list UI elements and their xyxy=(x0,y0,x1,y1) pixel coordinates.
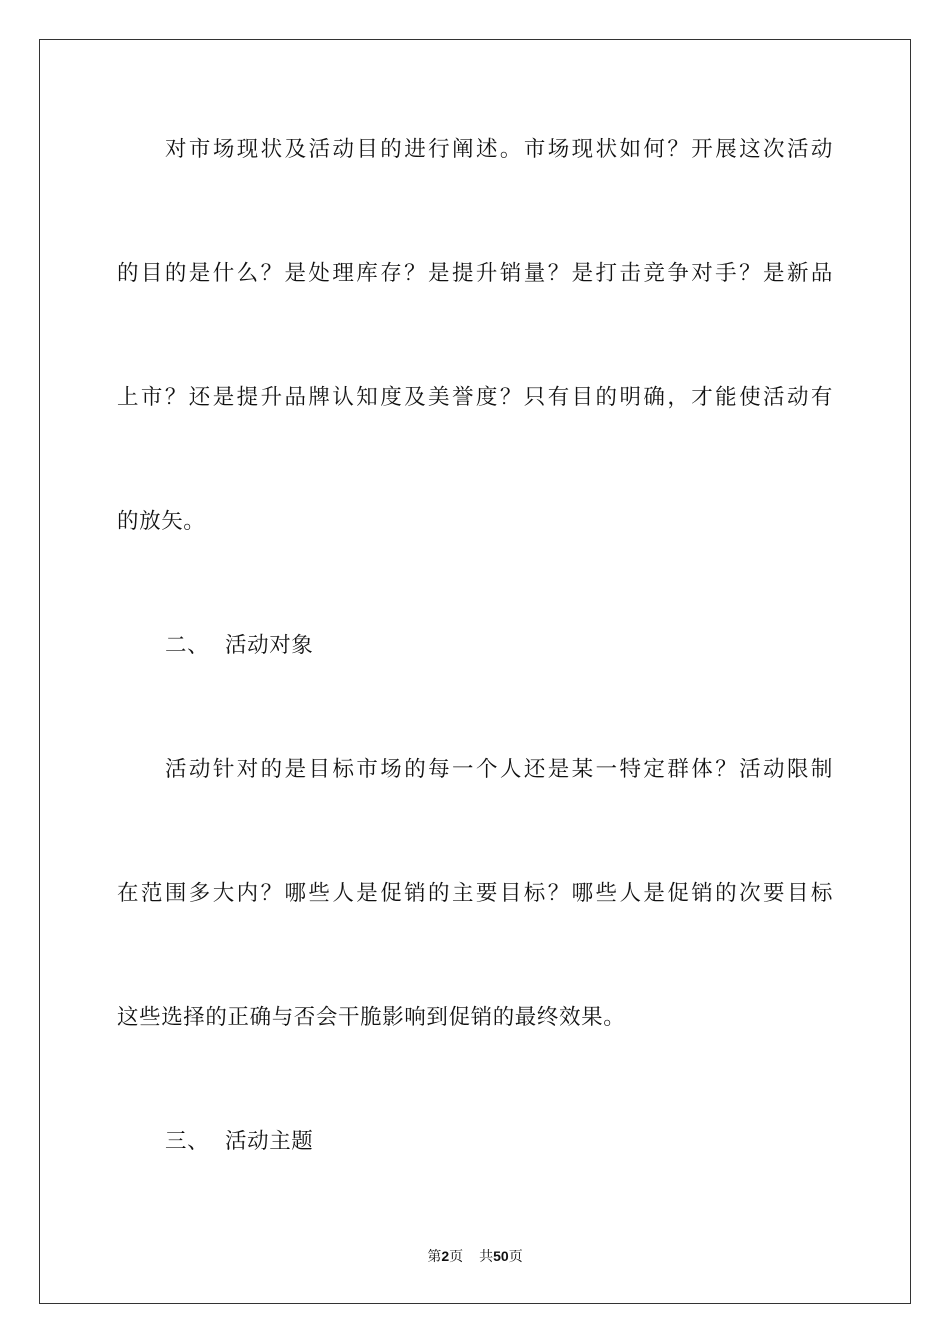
footer-total-prefix: 共 xyxy=(479,1249,494,1265)
paragraph-1-line-3: 上市？还是提升品牌认知度及美誉度？只有目的明确，才能使活动有 xyxy=(117,385,833,410)
page-frame xyxy=(39,39,911,1304)
paragraph-1-line-2: 的目的是什么？是处理库存？是提升销量？是打击竞争对手？是新品 xyxy=(117,261,833,286)
footer-page-prefix: 第 xyxy=(427,1249,442,1265)
section-title-3: 活动主题 xyxy=(225,1129,314,1154)
section-title-2: 活动对象 xyxy=(225,633,314,658)
paragraph-2-line-1: 活动针对的是目标市场的每一个人还是某一特定群体？活动限制 xyxy=(165,757,833,782)
paragraph-1-line-4: 的放矢。 xyxy=(117,509,206,534)
section-number-2: 二、 xyxy=(165,633,210,658)
page-footer xyxy=(0,1247,950,1266)
paragraph-1-line-1: 对市场现状及活动目的进行阐述。市场现状如何？开展这次活动 xyxy=(165,137,833,162)
section-heading-3 xyxy=(165,1129,313,1155)
paragraph-2-line-2: 在范围多大内？哪些人是促销的主要目标？哪些人是促销的次要目标 xyxy=(117,881,833,906)
paragraph-2-line-3: 这些选择的正确与否会干脆影响到促销的最终效果。 xyxy=(117,1005,626,1030)
footer-total-number: 50 xyxy=(493,1248,509,1264)
footer-page-number: 2 xyxy=(441,1248,450,1264)
section-number-3: 三、 xyxy=(165,1129,210,1154)
footer-page-suffix: 页 xyxy=(449,1249,464,1265)
footer-total-suffix: 页 xyxy=(508,1249,523,1265)
section-heading-2 xyxy=(165,633,313,659)
